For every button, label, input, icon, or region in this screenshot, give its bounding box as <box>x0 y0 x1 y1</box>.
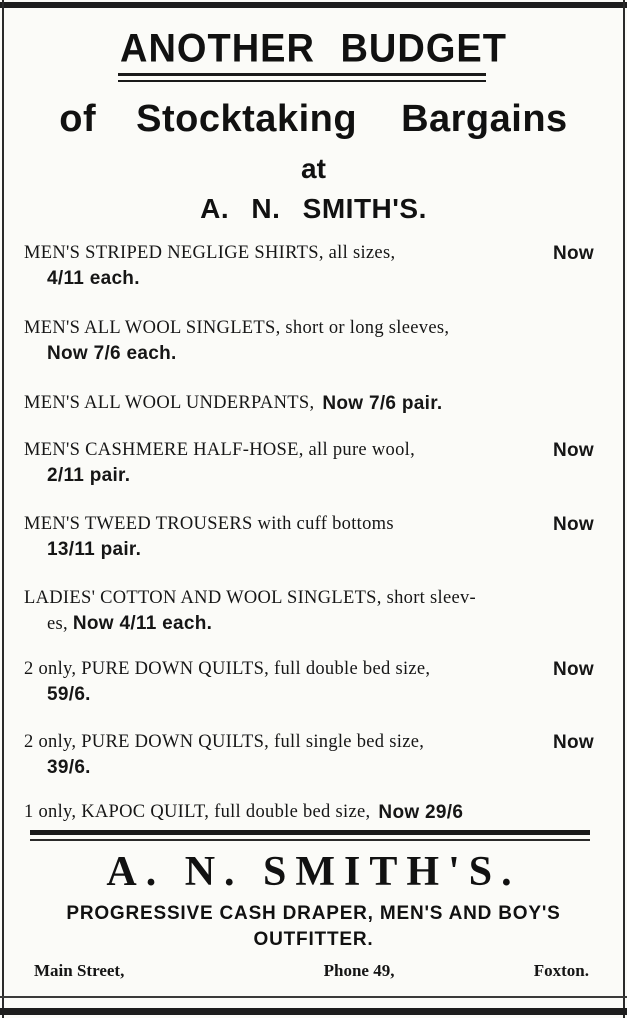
list-item <box>24 512 594 562</box>
list-item <box>24 800 594 825</box>
item-continuation-prefix: es, <box>47 614 68 634</box>
item-price-continued: 4/11 each. <box>47 268 140 289</box>
item-description: MEN'S ALL WOOL SINGLETS, short or long sleeves, <box>24 318 450 338</box>
top-border <box>0 2 627 8</box>
item-price-continued: 39/6. <box>47 757 91 778</box>
item-price-continued: Now 7/6 each. <box>47 343 177 364</box>
list-item <box>24 438 594 488</box>
item-description: 2 only, PURE DOWN QUILTS, full single bed size, <box>24 732 425 752</box>
item-price: Now <box>552 659 594 680</box>
item-description: LADIES' COTTON AND WOOL SINGLETS, short sleev- <box>24 588 477 608</box>
footer-town: Foxton. <box>533 961 589 980</box>
footer-contact-row <box>34 961 589 981</box>
footer-address: Main Street, <box>34 961 125 980</box>
item-description: MEN'S CASHMERE HALF-HOSE, all pure wool, <box>24 440 415 460</box>
item-description: 2 only, PURE DOWN QUILTS, full double bed size, <box>24 659 431 679</box>
item-description: MEN'S ALL WOOL UNDERPANTS, <box>24 393 315 413</box>
divider-rule <box>30 830 590 835</box>
footer-shop-name: A. N. SMITH'S. <box>106 849 521 895</box>
item-price: Now <box>552 440 594 461</box>
item-price-continued: 13/11 pair. <box>47 539 142 560</box>
headline-word-stocktaking: Stocktaking <box>136 98 358 140</box>
item-price-continued: 59/6. <box>47 684 91 705</box>
headline-another-budget: ANOTHER BUDGET <box>120 26 507 72</box>
headline-stocktaking-bargains <box>0 98 627 141</box>
headline-shop-name: A. N. SMITH'S. <box>200 193 427 224</box>
headline-word-bargains: Bargains <box>401 98 568 140</box>
item-description: MEN'S STRIPED NEGLIGE SHIRTS, all sizes, <box>24 243 396 263</box>
list-item <box>24 241 594 291</box>
headline-underline <box>118 73 486 76</box>
headline-at: at <box>301 153 326 184</box>
bottom-border-thin <box>0 996 627 998</box>
list-item <box>24 316 594 366</box>
item-price: Now 7/6 pair. <box>322 393 443 414</box>
list-item <box>24 657 594 707</box>
item-price-continued: 2/11 pair. <box>47 465 131 486</box>
headline-word-of: of <box>59 98 97 140</box>
footer-description: PROGRESSIVE CASH DRAPER, MEN'S AND BOY'S OUTFITTER. <box>66 903 561 950</box>
item-price: Now <box>552 243 594 264</box>
list-item <box>24 586 594 637</box>
item-continuation <box>24 611 594 637</box>
item-price: Now 29/6 <box>378 802 464 823</box>
footer-phone: Phone 49, <box>323 961 395 980</box>
item-price: Now <box>552 514 594 535</box>
item-description: 1 only, KAPOC QUILT, full double bed size, <box>24 802 371 822</box>
divider-rule-thin <box>30 839 590 841</box>
item-price: Now <box>552 732 594 753</box>
item-price-continued: Now 4/11 each. <box>72 613 213 634</box>
headline-underline-thin <box>118 80 486 82</box>
item-description: MEN'S TWEED TROUSERS with cuff bottoms <box>24 514 394 534</box>
bottom-border <box>0 1008 627 1015</box>
list-item <box>24 730 594 780</box>
list-item <box>24 391 594 416</box>
